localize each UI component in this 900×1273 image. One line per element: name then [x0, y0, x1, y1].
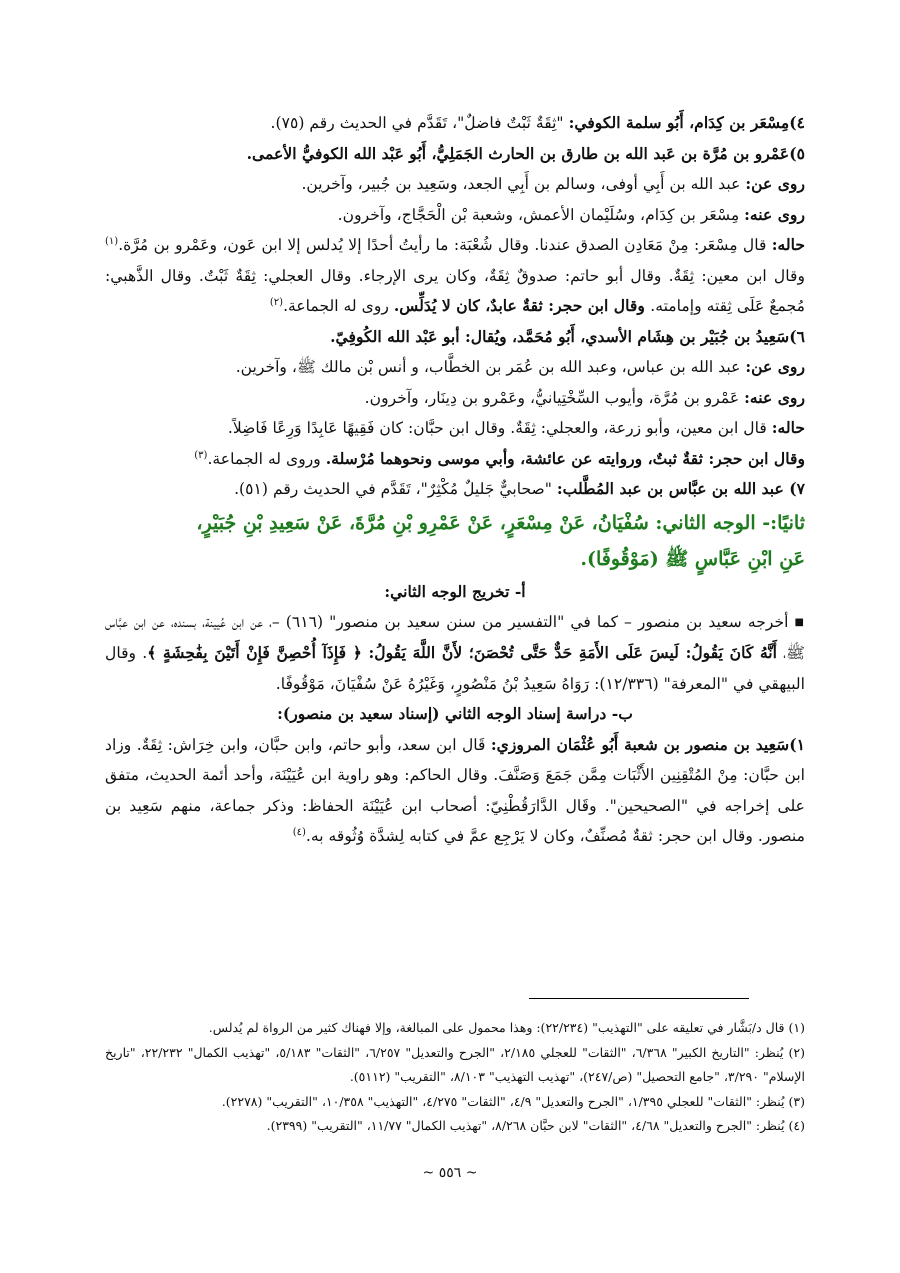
status-label: حاله:: [771, 418, 805, 437]
hajar-verdict-tail: وروى له الجماعة.: [207, 449, 326, 468]
narrator-7-name: ٧) عبد الله بن عبَّاس بن عبد المُطَّلب:: [556, 479, 805, 498]
footnote-4: (٤) يُنظر: "الجرح والتعديل" ٤/٦٨، "الثقات" لابن حبَّان ٨/٢٦٨، "تهذيب الكمال" ١١/٧٧، "التقريب" (٢٣٩٩).: [266, 1118, 805, 1133]
status-label: حاله:: [771, 235, 805, 254]
narrator-7: [105, 474, 805, 505]
narrator-5-name: ٥)عَمْرو بن مُرَّة بن عَبد الله بن طارق بن الحارث الجَمَلِيُّ، أَبُو عَبْد الله الكوفيُّ الأعمى.: [246, 143, 805, 163]
narrator-4-text: "ثِقَةٌ ثَبْتٌ فاضلٌ"، تَقَدَّم في الحديث رقم (٧٥).: [270, 114, 569, 132]
second-aspect-heading-2: عَنِ ابْنِ عَبَّاسٍ ﷺ (مَوْقُوفًا).: [580, 547, 805, 570]
narrator-5-status: [105, 230, 805, 322]
study-title: ب- دراسة إسناد الوجه الثاني (إسناد سعيد بن منصور):: [277, 704, 633, 724]
footnote-1: (١) قال د/بَشَّار في تعليقه على "التهذيب" (٢٢/٢٣٤): وهذا محمول على المبالغة، وإلا فهناك كثير من الرواة لم يُدلس.: [208, 1020, 805, 1035]
takhrij-title: أ- تخريج الوجه الثاني:: [384, 581, 526, 601]
footnote-2: (٢) يُنظر: "التاريخ الكبير" ٦/٣٦٨، "الثقات" للعجلي ٢/١٨٥، "الجرح والتعديل" ٦/٢٥٧، "الثقات" ٥/١٨٣، "تهذيب الكمال" ٢٢/٢٣٢، "تاريخ الإسلام" ٣/٢٩٠، "جامع التحصيل" (ص/٢٤٧)، "تهذيب التهذيب" ٨/١٠٣، "التقريب" (٥١١٢).: [105, 1044, 805, 1084]
status-text: قال ابن معين، وأبو زرعة، والعجلي: ثِقَةٌ. وقال ابن حبَّان: كان فَقِيهًا عَابِدًا وَرِعًا فَاضِلاً.: [227, 419, 772, 437]
takhrij-text-2: . وقال البيهقي في "المعرفة" (١٢/٣٣٦): رَوَاهُ سَعِيدُ بْنُ مَنْصُورٍ، وَغَيْرُهُ عَنْ سُفْيَانَ، مَوْقُوفًا.: [105, 644, 805, 693]
footnote-ref-3[interactable]: (٣): [194, 449, 208, 461]
footnote-3: (٣) يُنظر: "الثقات" للعجلي ١/٣٩٥، "الجرح والتعديل" ٤/٩، "الثقات" ٤/٢٧٥، "التهذيب" ١٠/٣٥٨، "التقريب" (٢٢٧٨).: [221, 1093, 805, 1109]
second-aspect-heading-1: ثانيًا:- الوجه الثاني: سُفْيَانُ، عَنْ مِسْعَرٍ، عَنْ عَمْرِو بْنِ مُرَّةَ، عَنْ سَعِيدِ بْنِ جُبَيْرٍ،: [196, 511, 805, 534]
hajar-verdict: وقال ابن حجر: ثقةٌ ثبتٌ، وروايته عن عائشة، وأبي موسى ونحوهما مُرْسلة.: [325, 448, 805, 468]
narrator-4: [105, 108, 805, 139]
footnote-separator: [529, 998, 749, 999]
footnote-ref-2[interactable]: (٢): [269, 296, 284, 308]
narrator-said-bin-mansur: [105, 730, 805, 852]
quote-verse: أَنَّهُ كَانَ يَقُولُ: لَيسَ عَلَى الأَمَةِ حَدٌّ حَتَّى تُحْصَنَ؛ لأَنَّ اللَّهَ يَقُولُ: ﴿ فَإِذَآ أُحْصِنَّ فَإِنْ أَتَيْنَ بِفَٰحِشَةٍ ﴾: [147, 643, 777, 663]
narrator-6-name: ٦)سَعِيدُ بن جُبَيْر بن هِشَام الأسدي، أَبُو مُحَمَّد، ويُقال: أبو عَبْد الله الكُوفِيّ.: [330, 326, 805, 346]
narrator-4-name: ٤)مِسْعَر بن كِدَام، أَبُو سلمة الكوفي:: [568, 113, 805, 132]
narrated-from-text: عبد الله بن أَبِي أوفى، وسالم بن أَبِي الجعد، وسَعِيد بن جُبير، وآخرين.: [301, 175, 746, 193]
narrator-5-from: [105, 169, 805, 200]
footnotes: [105, 1016, 805, 1139]
narrator-6-hajar: [105, 444, 805, 475]
narrator-6-from: [105, 352, 805, 383]
said-bin-mansur-name: ١)سَعِيد بن منصور بن شعبة أَبُو عُثْمَان المروزي:: [490, 734, 805, 754]
narrator-6-by: [105, 383, 805, 414]
narrated-from-label: روى عن:: [745, 357, 805, 376]
status-text-2: وقال ابن معين: ثِقَةٌ. وقال أبو حاتم: صدوقٌ ثِقَةٌ، وكان يرى الإرجاء. وقال العجلي: ثِقَةٌ ثَبْتٌ. وقال الذَّهبي: مُجمعٌ عَلَى ثِقته وإمامته.: [105, 266, 805, 315]
narrated-by-label: روى عنه:: [744, 387, 805, 407]
narrator-7-text: "صحابيٌّ جَليلٌ مُكْثِرٌ"، تَقَدَّم في الحديث رقم (٥١).: [234, 480, 557, 498]
narrator-5-by: [105, 200, 805, 231]
status-text-1: قال مِسْعَر: مِنْ مَعَادِن الصدق عندنا. وقال شُعْبَة: ما رأيتُ أحدًا إلا يُدلس إلا ابن عَون، وعَمْرو بن مُرَّة.: [118, 236, 772, 254]
bullet-icon: ■: [794, 616, 806, 628]
status-text-hajar: وقال ابن حجر: ثقةٌ عابدٌ، كان لا يُدَلِّس.: [393, 296, 651, 315]
narrated-by-label: روى عنه:: [744, 204, 805, 224]
narrated-from-text: عبد الله بن عباس، وعبد الله بن عُمَر بن الخطَّاب، و أنس بْن مالك ﷺ، وآخرين.: [235, 358, 746, 376]
takhrij-paragraph: [105, 607, 805, 699]
footnote-ref-4[interactable]: (٤): [292, 827, 306, 839]
takhrij-text-1: أخرجه سعيد بن منصور – كما في "التفسير من سنن سعيد بن منصور" (٦١٦) –، عن ابن عُيينة، بسنده، عن ابن عبَّاس ﷺ،: [105, 613, 806, 663]
footnote-ref-1[interactable]: (١): [105, 235, 119, 247]
narrated-from-label: روى عن:: [745, 174, 805, 193]
narrated-by-text: عَمْرو بن مُرَّة، وأيوب السِّخْتِيانيُّ، وعَمْرو بن دِينَار، وآخرون.: [364, 388, 745, 407]
status-text-4: روى له الجماعة.: [283, 297, 394, 315]
main-text: [105, 108, 805, 852]
page-number: ~ ٥٥٦ ~: [422, 1165, 478, 1181]
said-bin-mansur-text: قَال ابن سعد، وأبو حاتم، وابن حبَّان، وابن خِرَاش: ثِقَةٌ. وزاد ابن حبَّان: مِنْ المُتْقِنِين الأَثْبَات مِمَّن جَمَعَ وَصَنَّفَ. وقال الحاكم: وهو راوية ابن عُيَيْنَة، وأحد أئمة الحديث، متفق على إخراجه في "الصحيحين". وقَال الدَّارَقُطْنِيّ: أصحاب ابن عُيَيْنَة الحفاظ: وذكر جماعة، منهم سَعِيد بن منصور. وقال ابن حجر: ثقةٌ مُصنِّفٌ، وكان لا يَرْجِع عمَّ في كتابه لِشدَّة وُثُوقه به.: [105, 735, 805, 846]
narrator-6-status: [105, 413, 805, 444]
narrated-by-text: مِسْعَر بن كِدَام، وسُلَيْمان الأعمش، وشعبة بْن الْحَجَّاج، وآخرون.: [337, 205, 745, 224]
